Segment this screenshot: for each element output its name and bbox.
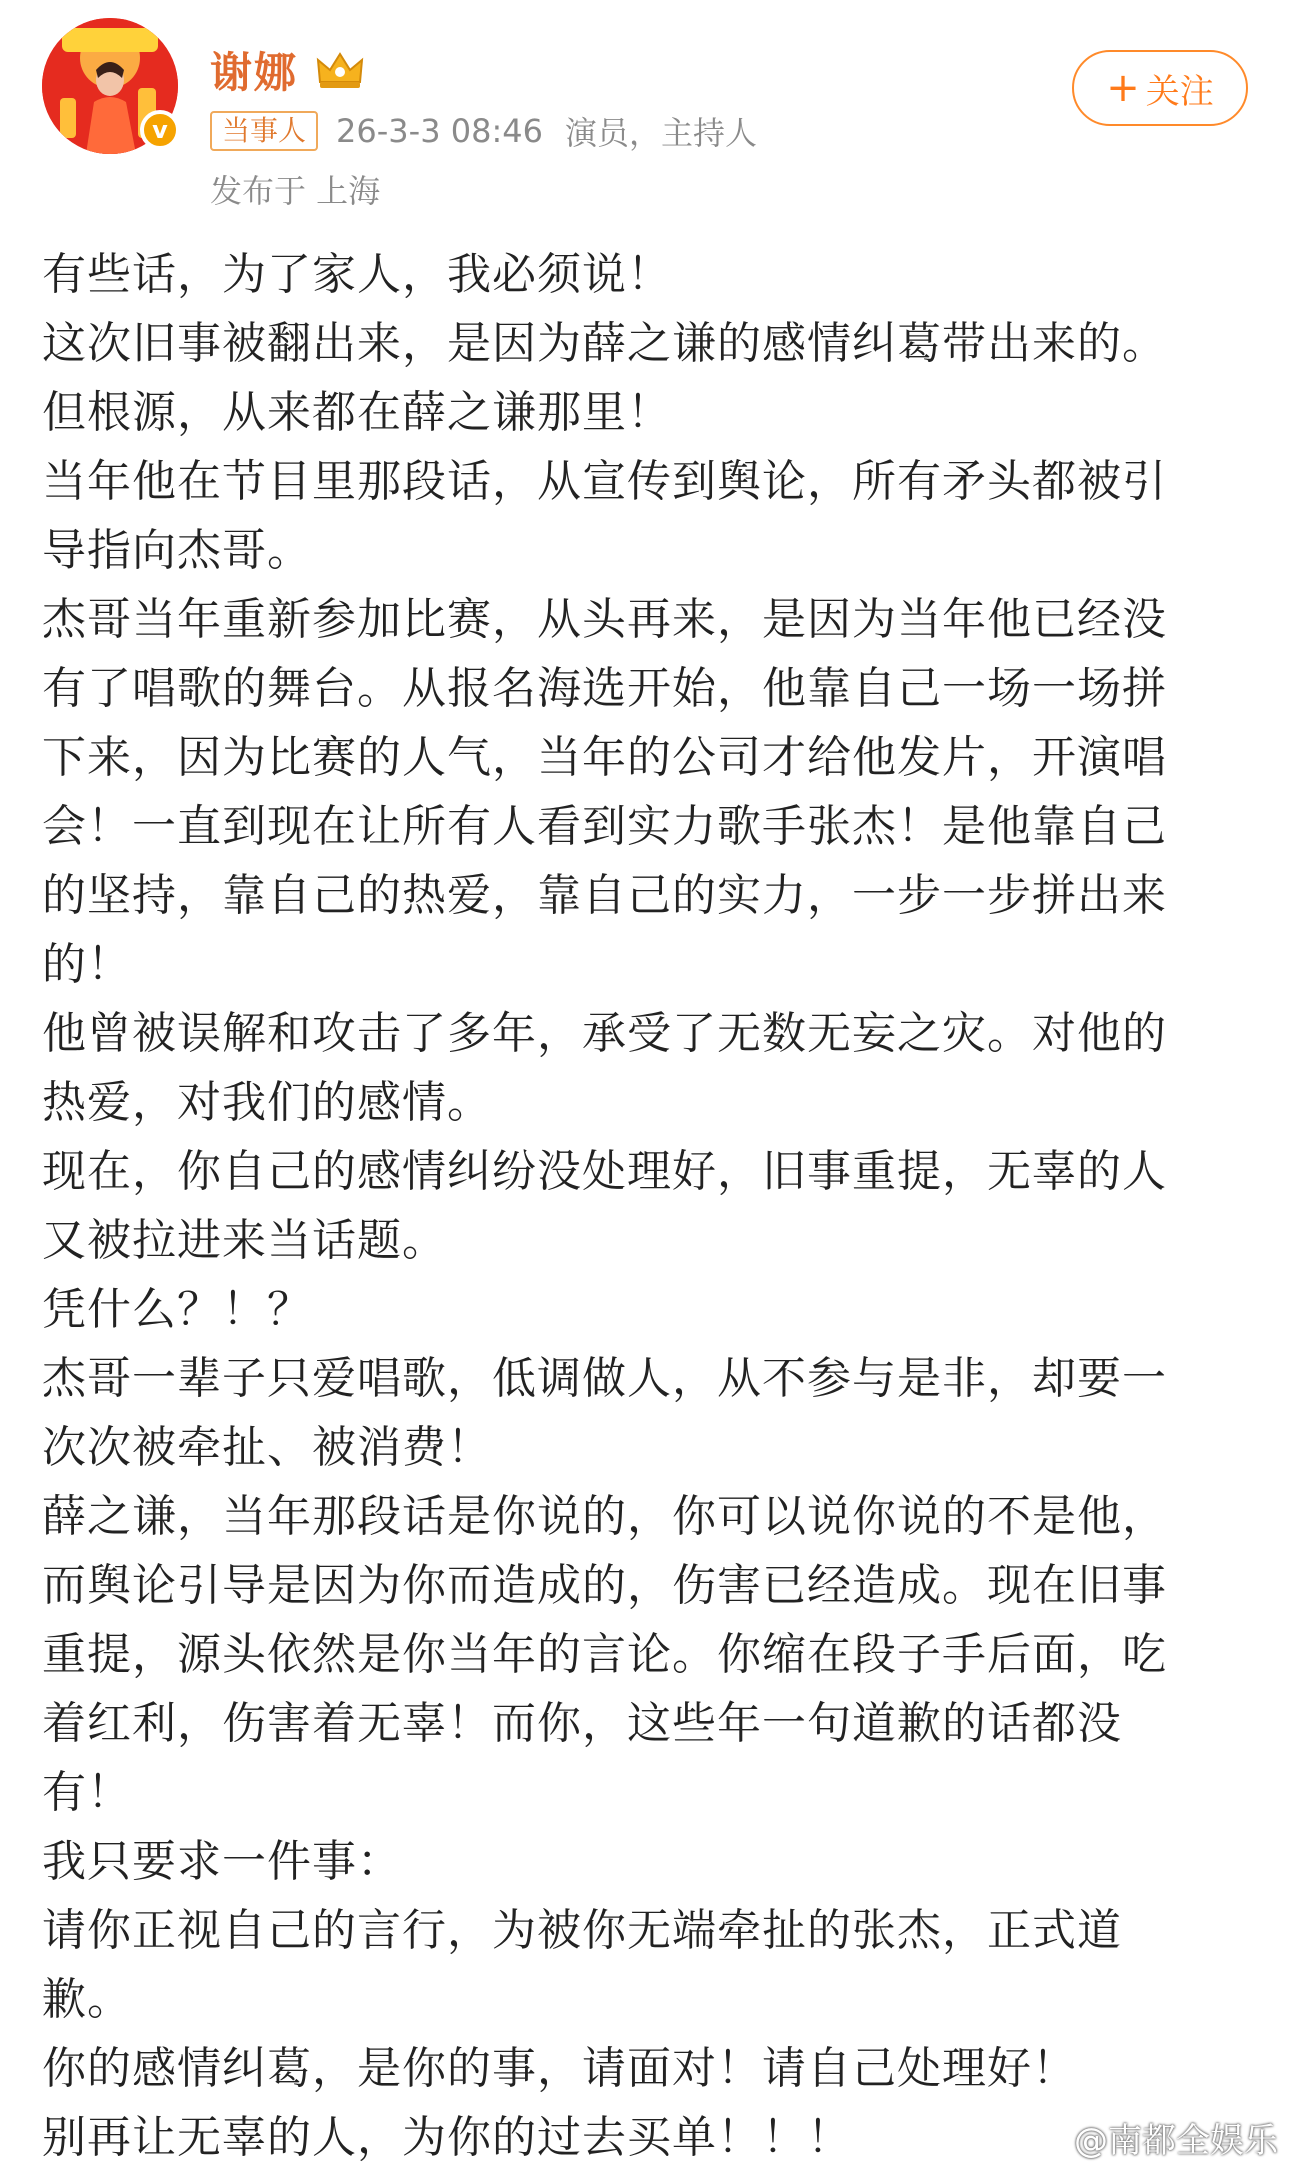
post-text-line: 我只要求一件事： (42, 1836, 402, 1887)
post-timestamp: 26-3-3 08:46 (336, 112, 543, 150)
post-text-line: 有了唱歌的舞台。从报名海选开始，他靠自己一场一场拼 (42, 663, 1167, 714)
status-badge: 当事人 (210, 111, 318, 151)
follow-button[interactable] (1072, 50, 1248, 126)
post-text-line: 这次旧事被翻出来，是因为薛之谦的感情纠葛带出来的。 (42, 318, 1167, 369)
post-text-line: 当年他在节目里那段话，从宣传到舆论，所有矛头都被引 (42, 456, 1167, 507)
post-text-line: 下来，因为比赛的人气，当年的公司才给他发片，开演唱 (42, 732, 1167, 783)
post-text-line: 重提，源头依然是你当年的言论。你缩在段子手后面，吃 (42, 1629, 1167, 1680)
post-text-line: 着红利，伤害着无辜！而你，这些年一句道歉的话都没 (42, 1698, 1122, 1749)
verified-badge-icon: v (140, 110, 180, 150)
follow-label: 关注 (1145, 71, 1214, 112)
post-content (42, 240, 1252, 2172)
post-text-line: 现在，你自己的感情纠纷没处理好，旧事重提，无辜的人 (42, 1146, 1167, 1197)
post-location: 发布于 上海 (210, 172, 381, 210)
post-text-line: 又被拉进来当话题。 (42, 1215, 447, 1266)
meta-row (210, 108, 779, 154)
post-text-line: 杰哥一辈子只爱唱歌，低调做人，从不参与是非，却要一 (42, 1353, 1167, 1404)
post-text-line: 凭什么？！？ (42, 1284, 312, 1335)
post-text-line: 的！ (42, 939, 132, 990)
post-text-line: 次次被牵扯、被消费！ (42, 1422, 492, 1473)
crown-icon (314, 50, 366, 90)
post-text-line: 杰哥当年重新参加比赛，从头再来，是因为当年他已经没 (42, 594, 1167, 645)
post-text-line: 导指向杰哥。 (42, 525, 312, 576)
user-role: 演员，主持人 (564, 114, 757, 152)
post-text-line: 有些话，为了家人，我必须说！ (42, 249, 672, 300)
avatar[interactable] (42, 18, 178, 154)
post-text-line: 但根源，从来都在薛之谦那里！ (42, 387, 672, 438)
watermark-text: @南都全娱乐 (1074, 2121, 1278, 2161)
post-text-line: 你的感情纠葛，是你的事，请面对！请自己处理好！ (42, 2043, 1077, 2094)
weibo-icon (1018, 2118, 1068, 2158)
username[interactable]: 谢娜 (210, 48, 299, 97)
post-text-line: 别再让无辜的人，为你的过去买单！！！ (42, 2112, 852, 2163)
post-text-line: 而舆论引导是因为你而造成的，伤害已经造成。现在旧事 (42, 1560, 1167, 1611)
post-text-line: 薛之谦，当年那段话是你说的，你可以说你说的不是他， (42, 1491, 1167, 1542)
post-text-line: 的坚持，靠自己的热爱，靠自己的实力，一步一步拼出来 (42, 870, 1167, 921)
post-text-line: 有！ (42, 1767, 132, 1818)
watermark (1018, 2113, 1278, 2162)
post-text-line: 请你正视自己的言行，为被你无端牵扯的张杰，正式道 (42, 1905, 1122, 1956)
plus-icon: + (1106, 65, 1140, 111)
post-text-line: 热爱，对我们的感情。 (42, 1077, 492, 1128)
name-row (210, 40, 366, 100)
post-header (0, 0, 1290, 220)
post-text-line: 会！一直到现在让所有人看到实力歌手张杰！是他靠自己 (42, 801, 1167, 852)
post-text-line: 歉。 (42, 1974, 132, 2025)
post-text-line: 他曾被误解和攻击了多年，承受了无数无妄之灾。对他的 (42, 1008, 1167, 1059)
